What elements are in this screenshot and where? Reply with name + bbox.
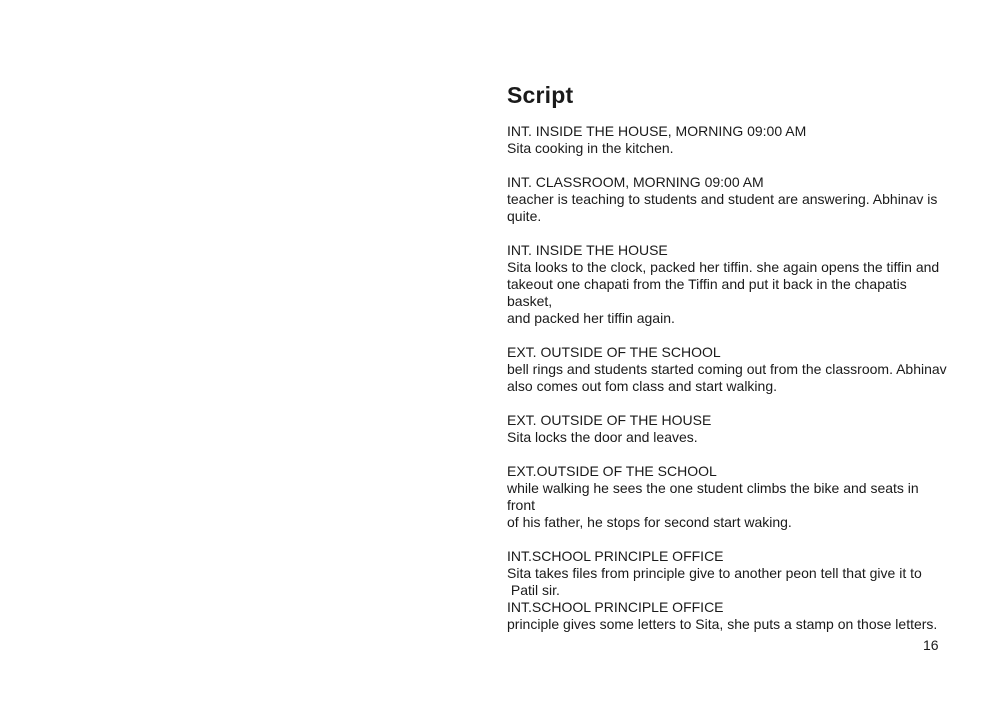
- scene-heading: INT.SCHOOL PRINCIPLE OFFICE: [507, 548, 724, 564]
- scene-2: [507, 174, 947, 225]
- scene-heading: EXT.OUTSIDE OF THE SCHOOL: [507, 463, 717, 479]
- scene-line: while walking he sees the one student climbs the bike and seats in front: [507, 480, 923, 513]
- script-content: [507, 80, 947, 633]
- scene-line: quite.: [507, 208, 542, 224]
- scene-line: Sita takes files from principle give to another peon tell that give it to: [507, 565, 922, 581]
- scene-heading: INT. INSIDE THE HOUSE, MORNING 09:00 AM: [507, 123, 807, 139]
- scene-line: Sita looks to the clock, packed her tiffin. she again opens the tiffin and: [507, 259, 940, 275]
- scene-heading: EXT. OUTSIDE OF THE SCHOOL: [507, 344, 721, 360]
- scene-line: and packed her tiffin again.: [507, 310, 675, 326]
- scene-line: of his father, he stops for second start waking.: [507, 514, 792, 530]
- scene-7: [507, 548, 947, 599]
- scene-line: bell rings and students started coming out from the classroom. Abhinav: [507, 361, 947, 377]
- scene-line: principle gives some letters to Sita, she puts a stamp on those letters.: [507, 616, 938, 632]
- scene-6: [507, 463, 947, 531]
- scene-line: teacher is teaching to students and student are answering. Abhinav is: [507, 191, 938, 207]
- scene-5: [507, 412, 947, 446]
- scene-line: Sita locks the door and leaves.: [507, 429, 698, 445]
- scene-heading: INT.SCHOOL PRINCIPLE OFFICE: [507, 599, 724, 615]
- page-number: 16: [923, 637, 939, 653]
- scene-line: takeout one chapati from the Tiffin and put it back in the chapatis basket,: [507, 276, 911, 309]
- scene-line: Sita cooking in the kitchen.: [507, 140, 674, 156]
- scene-8: [507, 599, 947, 633]
- scene-4: [507, 344, 947, 395]
- scene-heading: EXT. OUTSIDE OF THE HOUSE: [507, 412, 712, 428]
- scene-line: also comes out fom class and start walking.: [507, 378, 778, 394]
- scene-heading: INT. CLASSROOM, MORNING 09:00 AM: [507, 174, 764, 190]
- scene-1: [507, 123, 947, 157]
- scene-3: [507, 242, 947, 327]
- scene-heading: INT. INSIDE THE HOUSE: [507, 242, 668, 258]
- scene-line: Patil sir.: [507, 582, 560, 598]
- page-title: Script: [507, 82, 574, 108]
